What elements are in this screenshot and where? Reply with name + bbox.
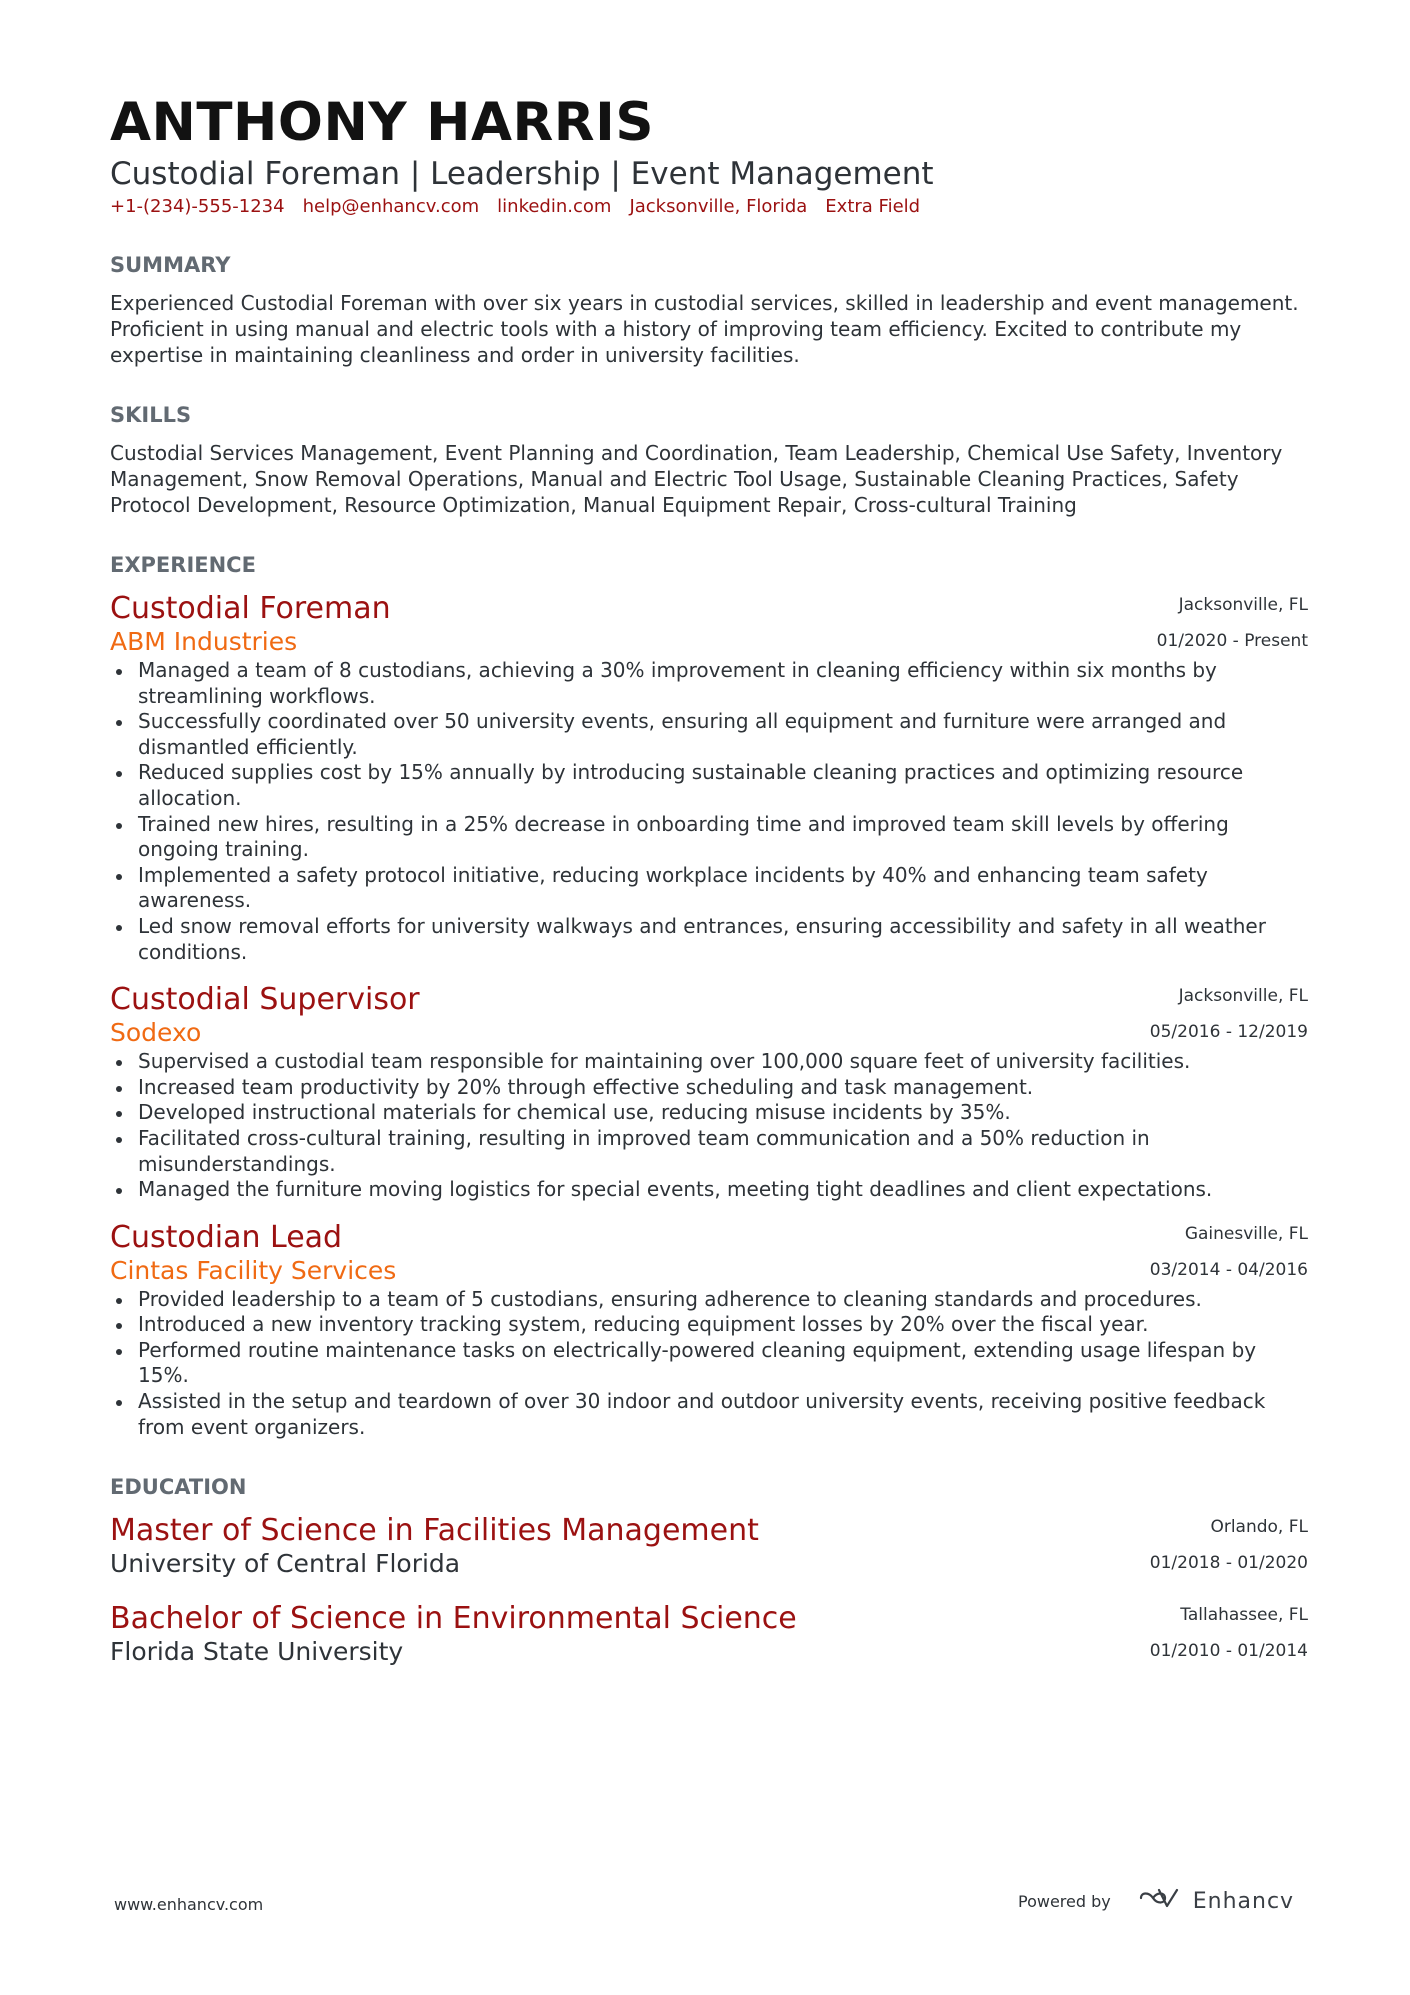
summary-title: SUMMARY <box>110 253 231 277</box>
bullet-item: Performed routine maintenance tasks on electrically-powered cleaning equipment, extending usage lifespan by 15%. <box>110 1338 1310 1389</box>
bullet-item: Implemented a safety protocol initiative, reducing workplace incidents by 40% and enhancing team safety awareness. <box>110 863 1310 914</box>
contact-location: Jacksonville, Florida <box>629 196 808 217</box>
education-dates: 01/2018 - 01/2020 <box>1149 1553 1308 1574</box>
job-company: Cintas Facility Services <box>110 1255 397 1285</box>
bullet-item: Trained new hires, resulting in a 25% decrease in onboarding time and improved team skill levels by offering ongoing training. <box>110 812 1310 863</box>
contact-linkedin[interactable]: linkedin.com <box>497 196 612 217</box>
enhancv-brand-name: Enhancv <box>1192 1888 1295 1914</box>
experience-entry <box>110 1219 1308 1441</box>
experience-entry-header <box>110 590 1308 658</box>
bullet-item: Supervised a custodial team responsible for maintaining over 100,000 square feet of university facilities. <box>110 1049 1310 1075</box>
experience-entry <box>110 981 1308 1203</box>
bullet-item: Provided leadership to a team of 5 custodians, ensuring adherence to cleaning standards and procedures. <box>110 1287 1310 1313</box>
degree-title: Bachelor of Science in Environmental Science <box>110 1601 797 1637</box>
bullet-item: Facilitated cross-cultural training, resulting in improved team communication and a 50% reduction in misunderstandings. <box>110 1126 1310 1177</box>
contact-phone[interactable]: +1-(234)-555-1234 <box>110 196 285 217</box>
skills-section <box>110 400 1308 518</box>
job-location: Gainesville, FL <box>1184 1223 1308 1244</box>
skills-text: Custodial Services Management, Event Planning and Coordination, Team Leadership, Chemical Use Safety, Inventory Management, Snow Removal Operations, Manual and Electric Tool Usage, Sustainable Cleaning Practices, Safety Protocol Development, Resource Optimization, Manual Equipment Repair, Cross-cultural Training <box>110 441 1283 517</box>
job-dates: 01/2020 - Present <box>1156 631 1308 651</box>
education-title: EDUCATION <box>110 1475 247 1500</box>
job-location: Jacksonville, FL <box>1178 986 1308 1007</box>
candidate-headline: Custodial Foreman | Leadership | Event Management <box>110 156 934 192</box>
job-dates: 05/2016 - 12/2019 <box>1149 1022 1308 1043</box>
bullet-item: Increased team productivity by 20% through effective scheduling and task management. <box>110 1075 1310 1101</box>
footer-website[interactable]: www.enhancv.com <box>114 1895 264 1914</box>
education-dates: 01/2010 - 01/2014 <box>1149 1641 1308 1662</box>
experience-title: EXPERIENCE <box>110 553 256 577</box>
experience-section <box>110 550 1308 1440</box>
job-company: ABM Industries <box>110 627 298 656</box>
skills-title: SKILLS <box>110 403 192 427</box>
candidate-name: ANTHONY HARRIS <box>110 92 655 153</box>
experience-entry-header <box>110 981 1308 1049</box>
experience-entry-header <box>110 1219 1308 1287</box>
bullet-item: Managed the furniture moving logistics for special events, meeting tight deadlines and client expectations. <box>110 1177 1310 1203</box>
contact-email[interactable]: help@enhancv.com <box>302 196 480 217</box>
bullet-item: Assisted in the setup and teardown of over 30 indoor and outdoor university events, receiving positive feedback from event organizers. <box>110 1389 1310 1440</box>
enhancv-logo-icon <box>1137 1886 1183 1916</box>
school-location: Orlando, FL <box>1210 1517 1308 1538</box>
bullet-item: Developed instructional materials for chemical use, reducing misuse incidents by 35%. <box>110 1100 1310 1126</box>
bullet-item: Led snow removal efforts for university walkways and entrances, ensuring accessibility and safety in all weather conditions. <box>110 914 1310 965</box>
powered-by-label: Powered by <box>1018 1891 1111 1911</box>
school-name: Florida State University <box>110 1637 404 1667</box>
summary-section <box>110 250 1308 368</box>
experience-entry <box>110 590 1308 965</box>
job-bullets <box>110 1049 1310 1203</box>
job-title: Custodial Supervisor <box>110 982 420 1018</box>
job-bullets <box>110 1287 1310 1441</box>
degree-title: Master of Science in Facilities Management <box>110 1513 759 1549</box>
education-entry <box>110 1512 1308 1580</box>
footer-branding <box>1018 1886 1294 1916</box>
job-company: Sodexo <box>110 1018 202 1048</box>
education-entry-header <box>110 1600 1308 1668</box>
contact-extra-field: Extra Field <box>825 196 921 217</box>
school-name: University of Central Florida <box>110 1549 461 1579</box>
job-title: Custodian Lead <box>110 1219 343 1255</box>
job-title: Custodial Foreman <box>110 591 391 626</box>
school-location: Tallahassee, FL <box>1180 1605 1308 1626</box>
education-entry <box>110 1600 1308 1668</box>
summary-text: Experienced Custodial Foreman with over six years in custodial services, skilled in leadership and event management. Proficient in using manual and electric tools with a history of improving team efficiency. Excited to contribute my expertise in maintaining cleanliness and order in university facilities. <box>110 291 1299 367</box>
job-dates: 03/2014 - 04/2016 <box>1149 1259 1308 1280</box>
bullet-item: Reduced supplies cost by 15% annually by introducing sustainable cleaning practices and optimizing resource allocation. <box>110 760 1310 811</box>
job-bullets <box>110 658 1310 965</box>
bullet-item: Managed a team of 8 custodians, achieving a 30% improvement in cleaning efficiency within six months by streamlining workflows. <box>110 658 1310 709</box>
contact-info <box>110 194 1308 220</box>
resume-page <box>110 92 1308 1668</box>
education-entry-header <box>110 1512 1308 1580</box>
enhancv-brand[interactable] <box>1137 1886 1294 1916</box>
job-location: Jacksonville, FL <box>1178 595 1308 615</box>
bullet-item: Successfully coordinated over 50 university events, ensuring all equipment and furniture were arranged and dismantled efficiently. <box>110 709 1310 760</box>
education-section <box>110 1472 1308 1668</box>
bullet-item: Introduced a new inventory tracking system, reducing equipment losses by 20% over the fiscal year. <box>110 1312 1310 1338</box>
